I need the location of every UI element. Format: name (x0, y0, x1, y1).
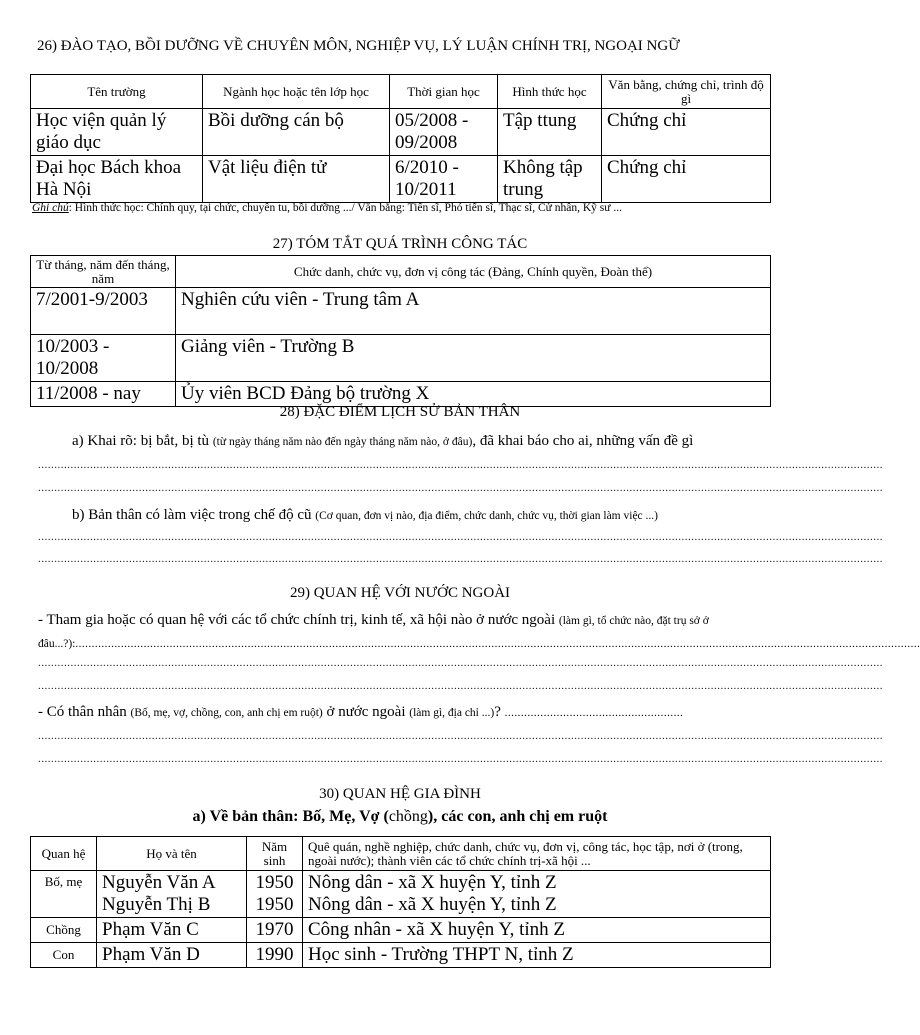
col-header-period: Thời gian học (390, 75, 498, 109)
answer-line[interactable]: .................................................................................................................................................................................................................................................................... (38, 482, 883, 494)
col-header-degree: Văn bằng, chứng chỉ, trình độ gì (602, 75, 771, 109)
question-a-tail: , đã khai báo cho ai, những vấn đề gì (472, 433, 694, 449)
question-detail-2: (làm gì, địa chỉ ...) (409, 707, 495, 719)
cell-full-name: Phạm Văn D (97, 943, 247, 968)
cell-birth-year (247, 871, 303, 918)
family-member-name: Nguyễn Thị B (102, 894, 211, 915)
table-row (31, 918, 771, 943)
cell-school: Học viện quản lý giáo dục (31, 109, 203, 156)
training-note (32, 202, 622, 214)
section-26-title: 26) ĐÀO TẠO, BỒI DƯỠNG VỀ CHUYÊN MÔN, NGHIỆP VỤ, LÝ LUẬN CHÍNH TRỊ, NGOẠI NGỮ (37, 38, 680, 54)
note-text: : Hình thức học: Chính quy, tại chức, chuyên tu, bồi dưỡng .../ Văn bằng: Tiến sĩ, Phó tiến sĩ, Thạc sĩ, Cử nhân, Kỹ sư ... (68, 202, 622, 214)
answer-line[interactable]: .................................................................................................................................................................................................................................................................... (38, 753, 883, 765)
answer-line[interactable]: .................................................................................................................................................................................................................................................................... (38, 730, 883, 742)
member-details: Nông dân - xã X huyện Y, tỉnh Z (308, 894, 557, 915)
cell-time-range: 11/2008 - nay (31, 382, 176, 407)
col-header-full-name: Họ và tên (97, 837, 247, 871)
section-30-title: 30) QUAN HỆ GIA ĐÌNH (319, 786, 481, 802)
family-table (30, 836, 771, 968)
answer-line[interactable]: ....................................................... (504, 707, 684, 719)
cell-full-name (97, 871, 247, 918)
table-row (31, 335, 771, 382)
member-details: Nông dân - xã X huyện Y, tỉnh Z (308, 872, 557, 893)
cell-details: Học sinh - Trường THPT N, tỉnh Z (303, 943, 771, 968)
cell-position: Ủy viên BCD Đảng bộ trường X (176, 382, 771, 407)
subtitle-part-b: chồng (388, 808, 428, 825)
col-header-study-mode: Hình thức học (498, 75, 602, 109)
question-b-main: b) Bản thân có làm việc trong chế độ cũ (72, 507, 312, 523)
cell-relation: Chồng (31, 918, 97, 943)
question-b-detail: (Cơ quan, đơn vị nào, địa điểm, chức danh, chức vụ, thời gian làm việc ...) (315, 510, 658, 522)
cell-degree: Chứng chỉ (602, 109, 771, 156)
answer-line[interactable]: .................................................................................................................................................................................................................................................................... (75, 638, 920, 650)
section-28-title: 28) ĐẶC ĐIỂM LỊCH SỬ BẢN THÂN (279, 404, 521, 420)
training-table (30, 74, 771, 203)
question-main: - Có thân nhân (38, 704, 127, 720)
cell-period: 05/2008 - 09/2008 (390, 109, 498, 156)
cell-study-mode: Tập ttung (498, 109, 602, 156)
cell-full-name: Phạm Văn C (97, 918, 247, 943)
answer-line[interactable]: .................................................................................................................................................................................................................................................................... (38, 553, 883, 565)
cell-degree: Chứng chỉ (602, 156, 771, 203)
table-row (31, 156, 771, 203)
question-a-main: a) Khai rõ: bị bắt, bị tù (72, 433, 210, 449)
cell-time-range: 10/2003 - 10/2008 (31, 335, 176, 382)
col-header-birth-year: Năm sinh (247, 837, 303, 871)
cell-school: Đại học Bách khoa Hà Nội (31, 156, 203, 203)
cell-relation: Bố, mẹ (31, 871, 97, 918)
col-header-major: Ngành học hoặc tên lớp học (203, 75, 390, 109)
cell-position: Nghiên cứu viên - Trung tâm A (176, 288, 771, 335)
cell-relation: Con (31, 943, 97, 968)
note-label: Ghi chú (32, 202, 69, 214)
question-main: - Tham gia hoặc có quan hệ với các tổ chức chính trị, kinh tế, xã hội nào ở nước ngoài (38, 612, 556, 628)
col-header-relation: Quan hệ (31, 837, 97, 871)
cell-period: 6/2010 - 10/2011 (390, 156, 498, 203)
cell-major: Bồi dưỡng cán bộ (203, 109, 390, 156)
history-question-a (72, 433, 693, 450)
subtitle-part-c: ), các con, anh chị em ruột (427, 808, 608, 825)
question-detail: (Bố, mẹ, vợ, chồng, con, anh chị em ruột) (130, 707, 323, 719)
col-header-time-range: Từ tháng, năm đến tháng, năm (31, 256, 176, 288)
table-row (31, 382, 771, 407)
answer-line[interactable]: .................................................................................................................................................................................................................................................................... (38, 531, 883, 543)
question-detail: (làm gì, tổ chức nào, đặt trụ sở ở (558, 615, 709, 627)
subtitle-part-a: a) Về bản thân: Bố, Mẹ, Vợ ( (192, 808, 389, 825)
question-tail: ? (494, 704, 501, 720)
cell-time-range: 7/2001-9/2003 (31, 288, 176, 335)
cell-details (303, 871, 771, 918)
question-continuation (38, 634, 920, 650)
relatives-abroad-question (38, 704, 683, 721)
cell-major: Vật liệu điện tử (203, 156, 390, 203)
history-question-b (72, 507, 658, 524)
table-row (31, 943, 771, 968)
answer-line[interactable]: .................................................................................................................................................................................................................................................................... (38, 657, 883, 669)
birth-year: 1950 (255, 894, 294, 915)
table-row (31, 871, 771, 918)
section-30-subtitle (0, 808, 800, 826)
col-header-details: Quê quán, nghề nghiệp, chức danh, chức vụ, đơn vị, công tác, học tập, nơi ở (trong, ngoài nước); thành viên các tổ chức chính trị-xã hội ... (303, 837, 771, 871)
foreign-relations-question (38, 612, 709, 629)
cell-birth-year: 1970 (247, 918, 303, 943)
table-row (31, 109, 771, 156)
question-mid: ở nước ngoài (326, 704, 406, 720)
cell-position: Giảng viên - Trường B (176, 335, 771, 382)
answer-line[interactable]: .................................................................................................................................................................................................................................................................... (38, 459, 883, 471)
table-row (31, 288, 771, 335)
answer-line[interactable]: .................................................................................................................................................................................................................................................................... (38, 680, 883, 692)
birth-year: 1950 (255, 872, 294, 893)
family-member-name: Nguyễn Văn A (102, 872, 216, 893)
cell-details: Công nhân - xã X huyện Y, tỉnh Z (303, 918, 771, 943)
col-header-position: Chức danh, chức vụ, đơn vị công tác (Đảng, Chính quyền, Đoàn thể) (176, 256, 771, 288)
question-continuation-label: đâu...?): (38, 638, 76, 650)
section-27-title: 27) TÓM TẮT QUÁ TRÌNH CÔNG TÁC (272, 236, 528, 252)
work-history-table (30, 255, 771, 407)
cell-birth-year: 1990 (247, 943, 303, 968)
col-header-school: Tên trường (31, 75, 203, 109)
section-29-title: 29) QUAN HỆ VỚI NƯỚC NGOÀI (289, 585, 511, 601)
cell-study-mode: Không tập trung (498, 156, 602, 203)
question-a-detail: (từ ngày tháng năm nào đến ngày tháng năm nào, ở đâu) (212, 436, 473, 448)
